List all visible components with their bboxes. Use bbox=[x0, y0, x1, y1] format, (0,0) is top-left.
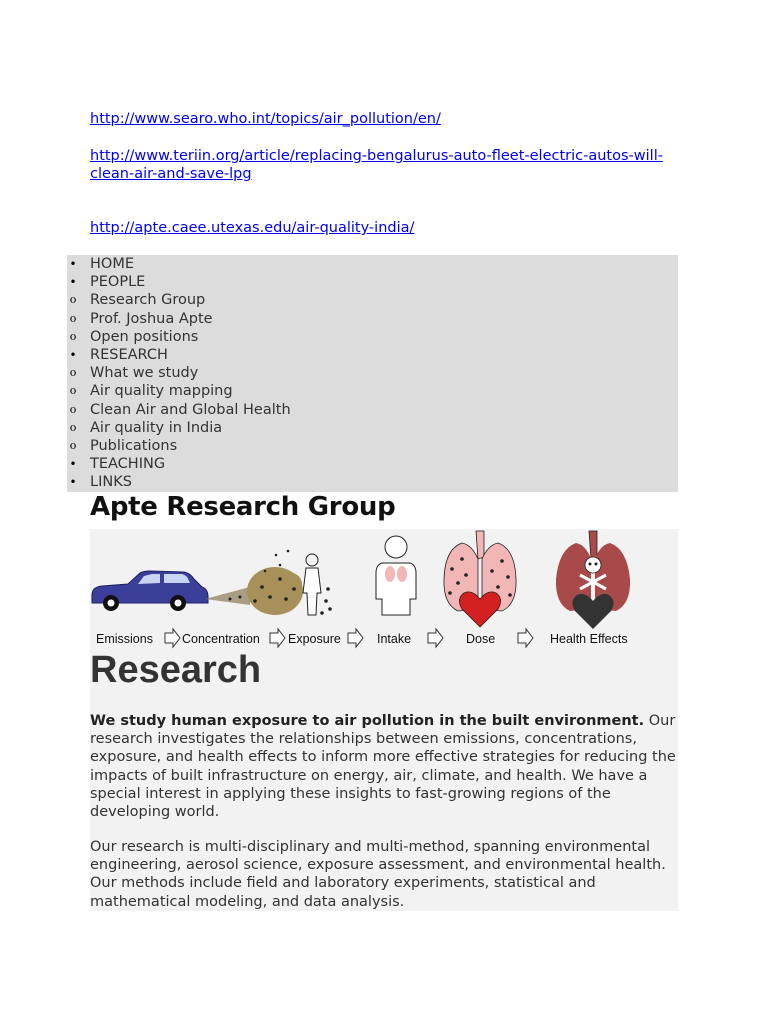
bullet-circle-icon bbox=[67, 419, 79, 437]
car-icon bbox=[92, 571, 208, 611]
figure-label-emissions: Emissions bbox=[96, 632, 153, 646]
nav-item-label: TEACHING bbox=[90, 456, 166, 473]
nav-item-home[interactable] bbox=[67, 255, 678, 273]
link-teriin-article[interactable]: http://www.teriin.org/article/replacing-bengalurus-auto-fleet-electric-autos-will-clean-air-and-save-lpg bbox=[90, 148, 663, 182]
bullet-circle-icon bbox=[67, 364, 79, 382]
nav-item-label: Prof. Joshua Apte bbox=[90, 310, 213, 327]
nav-item-what-we-study[interactable] bbox=[67, 364, 678, 382]
nav-item-clean-air-and-global-health[interactable] bbox=[67, 401, 678, 419]
bullet-disc-icon bbox=[67, 255, 79, 274]
bullet-circle-icon bbox=[67, 310, 79, 328]
nav-item-label: Air quality mapping bbox=[90, 383, 233, 400]
lungs-dose-icon bbox=[444, 531, 516, 627]
figure-label-health-effects: Health Effects bbox=[550, 632, 628, 646]
bullet-disc-icon bbox=[67, 473, 79, 492]
lungs-health-effects-icon bbox=[556, 531, 630, 629]
bullet-circle-icon bbox=[67, 382, 79, 400]
research-content bbox=[90, 529, 678, 911]
figure-label-concentration: Concentration bbox=[182, 632, 260, 646]
nav-item-label: Air quality in India bbox=[90, 419, 223, 436]
nav-item-links[interactable] bbox=[67, 473, 678, 491]
figure-label-intake: Intake bbox=[377, 632, 412, 646]
link-who-air-pollution[interactable]: http://www.searo.who.int/topics/air_pollution/en/ bbox=[90, 111, 441, 127]
site-title: Apte Research Group bbox=[90, 492, 396, 522]
bullet-circle-icon bbox=[67, 291, 79, 309]
research-paragraph-1-body: Our research investigates the relationships between emissions, concentrations, exposure, and health effects to inform more effective strategies for reducing the impacts of built infrastructure on energy, air, climate, and health. We have a special interest in applying these insights to fast-growing regions of the developing world. bbox=[90, 713, 676, 821]
bullet-disc-icon bbox=[67, 346, 79, 365]
smoke-cloud-icon bbox=[205, 550, 303, 615]
bullet-circle-icon bbox=[67, 401, 79, 419]
nav-item-label: Clean Air and Global Health bbox=[90, 401, 291, 418]
nav-item-prof-joshua-apte[interactable] bbox=[67, 310, 678, 328]
nav-item-label: LINKS bbox=[90, 474, 132, 491]
exposure-pathway-figure bbox=[90, 529, 678, 651]
nav-item-air-quality-in-india[interactable] bbox=[67, 419, 678, 437]
site-navigation bbox=[67, 255, 678, 492]
bullet-disc-icon bbox=[67, 273, 79, 292]
research-paragraph-2: Our research is multi-disciplinary and multi-method, spanning environmental engineering, aerosol science, exposure assessment, and environmental health. Our methods include field and laboratory experiments, statistical and mathematical modeling, and data analysis. bbox=[90, 839, 666, 910]
nav-item-publications[interactable] bbox=[67, 437, 678, 455]
nav-item-air-quality-mapping[interactable] bbox=[67, 382, 678, 400]
nav-item-research[interactable] bbox=[67, 346, 678, 364]
nav-item-research-group[interactable] bbox=[67, 291, 678, 309]
nav-item-teaching[interactable] bbox=[67, 455, 678, 473]
nav-item-label: Publications bbox=[90, 437, 178, 454]
person-exposure-icon bbox=[303, 554, 331, 615]
bullet-disc-icon bbox=[67, 455, 79, 474]
research-paragraph-1 bbox=[90, 712, 678, 821]
bullet-circle-icon bbox=[67, 328, 79, 346]
person-intake-icon bbox=[376, 536, 416, 615]
figure-label-dose: Dose bbox=[466, 632, 496, 646]
nav-item-label: Research Group bbox=[90, 292, 206, 309]
nav-item-label: What we study bbox=[90, 365, 199, 382]
nav-item-label: Open positions bbox=[90, 328, 199, 345]
nav-item-label: RESEARCH bbox=[90, 346, 168, 363]
research-lead-sentence: We study human exposure to air pollution in the built environment. bbox=[90, 713, 645, 729]
research-heading: Research bbox=[90, 649, 262, 691]
bullet-circle-icon bbox=[67, 437, 79, 455]
link-apte-air-quality-india[interactable]: http://apte.caee.utexas.edu/air-quality-india/ bbox=[90, 220, 415, 236]
nav-item-people[interactable] bbox=[67, 273, 678, 291]
figure-label-exposure: Exposure bbox=[288, 632, 341, 646]
nav-item-label: HOME bbox=[90, 256, 134, 272]
nav-item-open-positions[interactable] bbox=[67, 328, 678, 346]
nav-item-label: PEOPLE bbox=[90, 274, 146, 291]
